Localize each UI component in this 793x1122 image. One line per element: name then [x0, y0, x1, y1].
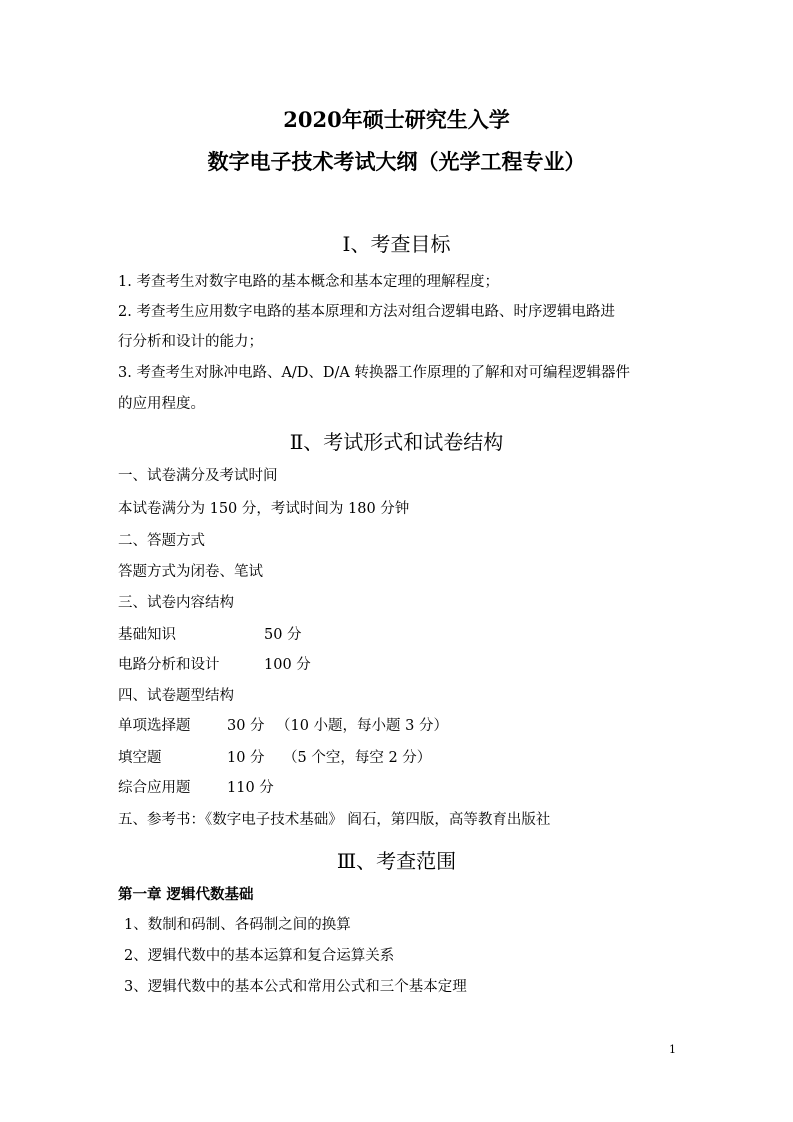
answer-method: 答题方式为闭卷、笔试 [118, 564, 263, 580]
page-number: 1 [669, 1043, 676, 1056]
type-name: 单项选择题 [118, 718, 191, 734]
type-note: （10 小题，每小题 3 分） [276, 718, 449, 734]
chapter-item: 3、逻辑代数中的基本公式和常用公式和三个基本定理 [124, 979, 467, 995]
reference-book: 五、参考书：《数字电子技术基础》 阎石，第四版，高等教育出版社 [118, 812, 551, 828]
content-name: 电路分析和设计 [118, 657, 220, 673]
type-score: 30 分 [227, 718, 265, 734]
content-score: 50 分 [264, 627, 302, 643]
subheading: 三、试卷内容结构 [118, 595, 234, 611]
content-name: 基础知识 [118, 627, 176, 643]
chapter-item: 2、逻辑代数中的基本运算和复合运算关系 [124, 948, 395, 964]
type-score: 110 分 [227, 780, 274, 796]
section1-item: 1. 考查考生对数字电路的基本概念和基本定理的理解程度； [118, 274, 499, 290]
section1-item: 的应用程度。 [118, 396, 205, 412]
section1-item: 行分析和设计的能力； [118, 334, 263, 350]
type-row [118, 714, 618, 735]
section1-item: 3. 考查考生对脉冲电路、A/D、D/A 转换器工作原理的了解和对可编程逻辑器件 [118, 365, 631, 381]
subheading: 一、试卷满分及考试时间 [118, 468, 278, 484]
type-score: 10 分 [227, 750, 265, 766]
section1-heading: Ⅰ、考查目标 [342, 232, 451, 256]
subheading: 四、试卷题型结构 [118, 688, 234, 704]
type-row [118, 746, 618, 767]
subheading: 二、答题方式 [118, 533, 205, 549]
type-name: 综合应用题 [118, 780, 191, 796]
chapter-heading: 第一章 逻辑代数基础 [118, 886, 254, 903]
exam-score-time: 本试卷满分为 150 分，考试时间为 180 分钟 [118, 501, 410, 517]
document-title-line2: 数字电子技术考试大纲（光学工程专业） [207, 149, 586, 174]
type-note: （5 个空，每空 2 分） [283, 750, 432, 766]
section3-heading: Ⅲ、考查范围 [336, 849, 457, 873]
content-row [118, 653, 518, 674]
content-score: 100 分 [264, 657, 311, 673]
chapter-item: 1、数制和码制、各码制之间的换算 [124, 917, 351, 933]
document-title-line1: 2020年硕士研究生入学 [283, 107, 510, 132]
section1-item: 2. 考查考生应用数字电路的基本原理和方法对组合逻辑电路、时序逻辑电路进 [118, 304, 615, 320]
section2-heading: Ⅱ、考试形式和试卷结构 [289, 430, 504, 454]
type-row [118, 776, 618, 797]
content-row [118, 623, 518, 644]
type-name: 填空题 [118, 750, 162, 766]
